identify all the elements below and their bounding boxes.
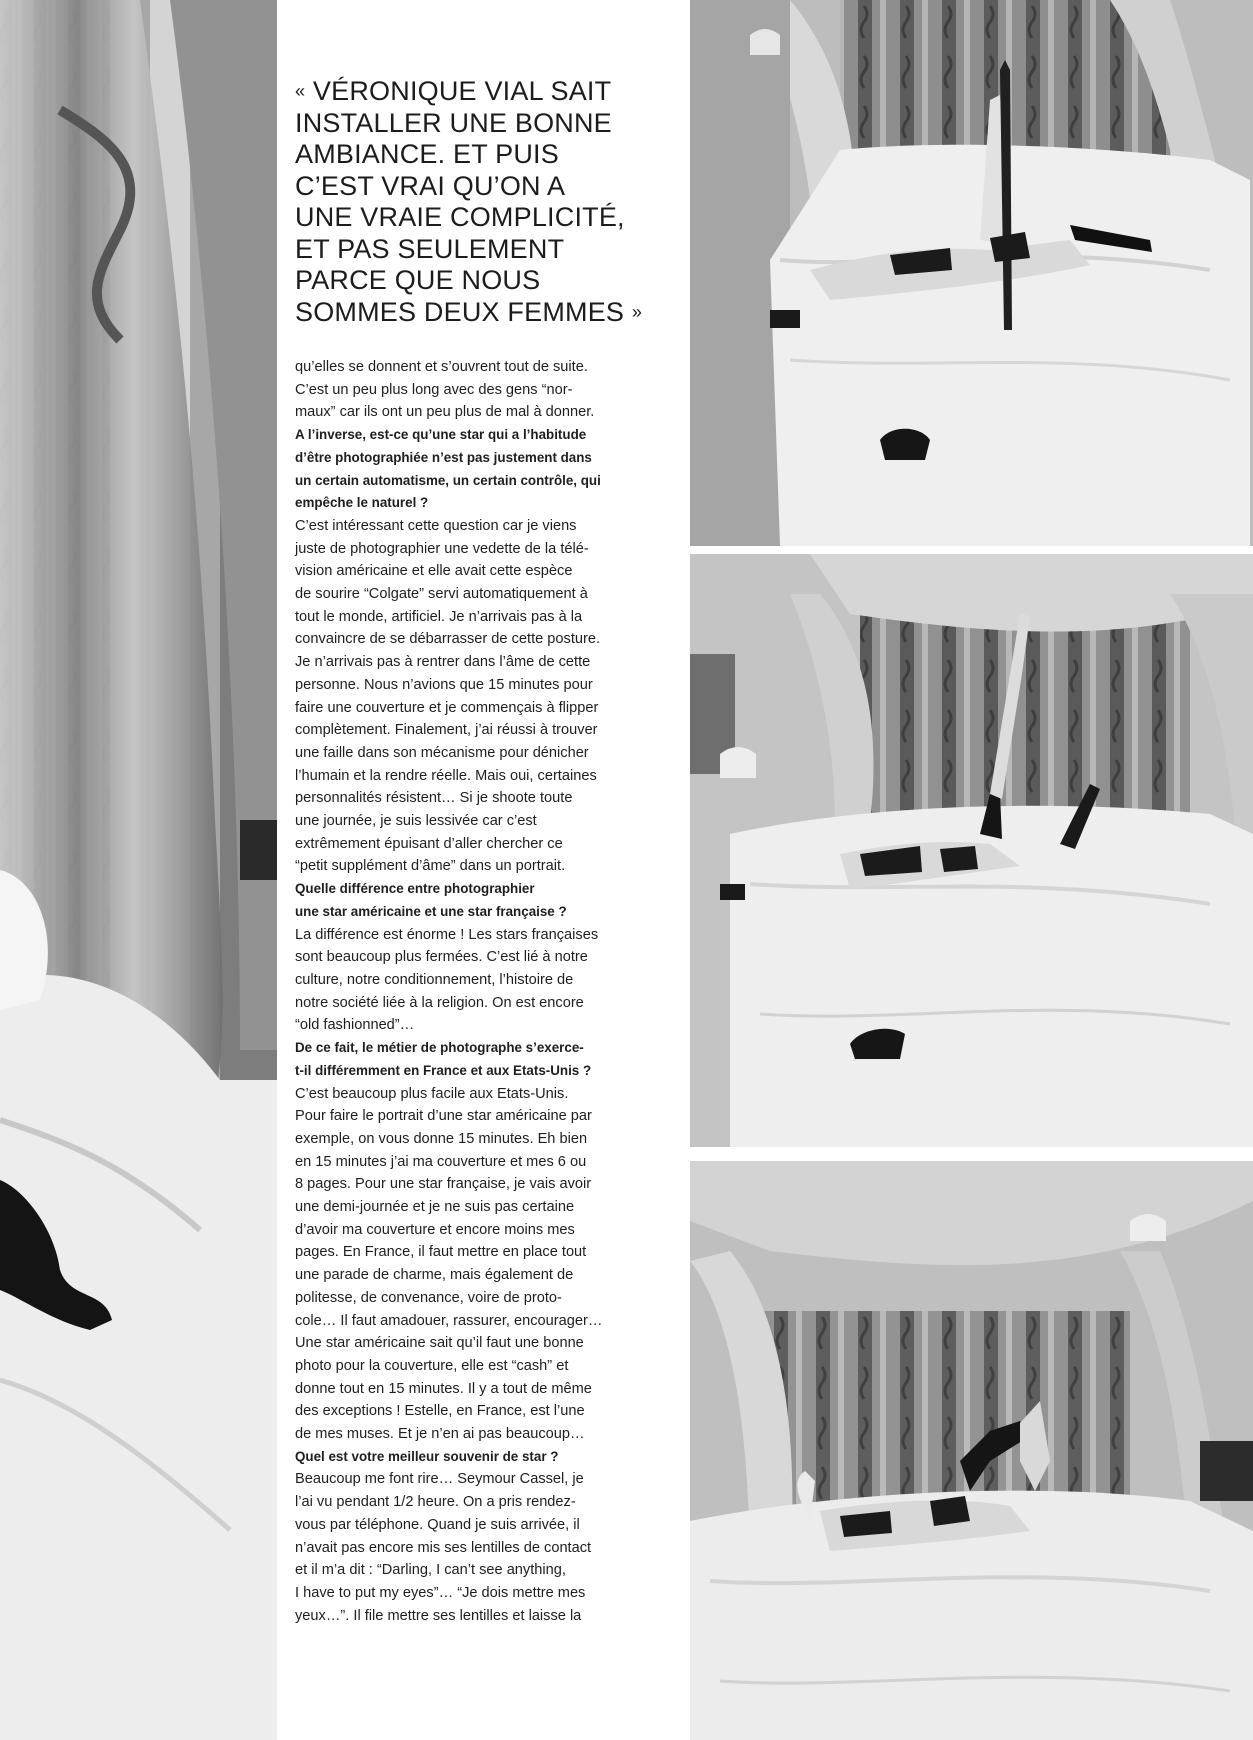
interview-answer-line: une demi-journée et je ne suis pas certaine bbox=[295, 1199, 575, 1216]
pull-quote-text: UNE VRAIE COMPLICITÉ, bbox=[295, 202, 625, 232]
pull-quote-text: INSTALLER UNE BONNE bbox=[295, 107, 612, 138]
interview-answer-line: Pour faire le portrait d’une star américaine par bbox=[295, 1108, 592, 1125]
interview-answer-line: n’avait pas encore mis ses lentilles de contact bbox=[295, 1539, 592, 1556]
interview-answer-line: yeux…”. Il file mettre ses lentilles et laisse la bbox=[295, 1607, 582, 1624]
pull-quote-text: SOMMES DEUX FEMMES bbox=[295, 296, 625, 327]
pull-quote-line bbox=[295, 76, 685, 108]
interview-answer-line: convaincre de se débarrasser de cette posture. bbox=[295, 631, 601, 648]
pull-quote-line bbox=[295, 202, 685, 234]
interview-answer-line: qu’elles se donnent et s’ouvrent tout de suite. bbox=[295, 359, 588, 375]
interview-question-line: d’être photographiée n’est pas justement dans bbox=[295, 449, 592, 465]
interview-answer-line: C’est beaucoup plus facile aux Etats-Unis. bbox=[295, 1085, 569, 1102]
bed-photo-middle bbox=[690, 554, 1253, 1147]
interview-answer-line: donne tout en 15 minutes. Il y a tout de même bbox=[295, 1380, 592, 1397]
interview-answer-line: politesse, de convenance, voire de proto- bbox=[295, 1289, 562, 1306]
interview-answer-line: culture, notre conditionnement, l’histoire de bbox=[295, 971, 574, 988]
interview-answer-line: C’est intéressant cette question car je viens bbox=[295, 517, 577, 534]
pull-quote-close-mark: » bbox=[631, 301, 643, 322]
interview-answer-line: exemple, on vous donne 15 minutes. Eh bien bbox=[295, 1130, 588, 1147]
left-photo-illustration bbox=[0, 0, 277, 1740]
interview-answer-line: La différence est énorme ! Les stars françaises bbox=[295, 926, 599, 943]
interview-answer-line: “old fashionned”… bbox=[295, 1017, 415, 1034]
interview-answer-line: tout le monde, artificiel. Je n’arrivais pas à la bbox=[295, 608, 583, 625]
interview-answer-line: juste de photographier une vedette de la télé- bbox=[295, 540, 589, 557]
interview-answer-line: une journée, je suis lessivée car c’est bbox=[295, 813, 537, 830]
interview-answer-line: des exceptions ! Estelle, en France, est l’une bbox=[295, 1403, 585, 1420]
bed-photo-top bbox=[690, 0, 1253, 546]
interview-answer-line: l’humain et la rendre réelle. Mais oui, certaines bbox=[295, 767, 597, 784]
interview-question-line: une star américaine et une star française ? bbox=[295, 903, 567, 919]
pull-quote-text: AMBIANCE. ET PUIS bbox=[295, 139, 559, 169]
interview-body bbox=[295, 356, 667, 1627]
interview-answer-line: 8 pages. Pour une star française, je vais avoir bbox=[295, 1176, 592, 1193]
interview-question-line: empêche le naturel ? bbox=[295, 495, 429, 511]
bed-photo-top-illustration bbox=[690, 0, 1253, 546]
interview-answer-line: Une star américaine sait qu’il faut une bonne bbox=[295, 1335, 584, 1352]
bed-photo-bottom bbox=[690, 1161, 1253, 1740]
left-photo-bed-canopy bbox=[0, 0, 277, 1740]
interview-question-line: Quel est votre meilleur souvenir de star ? bbox=[295, 1448, 559, 1464]
interview-answer-line: de sourire “Colgate” servi automatiquement à bbox=[295, 586, 588, 603]
interview-answer-line: Beaucoup me font rire… Seymour Cassel, je bbox=[295, 1471, 584, 1488]
interview-question-line: A l’inverse, est-ce qu’une star qui a l’habitude bbox=[295, 427, 587, 443]
pull-quote-line bbox=[295, 108, 685, 140]
interview-answer-line: photo pour la couverture, elle est “cash” et bbox=[295, 1357, 569, 1374]
interview-question-line: De ce fait, le métier de photographe s’exerce- bbox=[295, 1040, 584, 1056]
pull-quote-text: ET PAS SEULEMENT bbox=[295, 233, 565, 264]
article-column bbox=[277, 0, 690, 1740]
bed-photo-bottom-illustration bbox=[690, 1161, 1253, 1740]
interview-answer-line: “petit supplément d’âme” dans un portrait. bbox=[295, 858, 566, 875]
pull-quote bbox=[295, 76, 685, 328]
interview-question-line: un certain automatisme, un certain contrôle, qui bbox=[295, 472, 601, 488]
interview-answer-line: Je n’arrivais pas à rentrer dans l’âme de cette bbox=[295, 654, 591, 671]
interview-answer-line: une faille dans son mécanisme pour dénicher bbox=[295, 744, 589, 761]
pull-quote-open-mark: « bbox=[295, 81, 306, 101]
bed-photo-middle-illustration bbox=[690, 554, 1253, 1147]
interview-answer-line: cole… Il faut amadouer, rassurer, encourager… bbox=[295, 1312, 603, 1329]
interview-answer-line: et il m’a dit : “Darling, I can’t see anything, bbox=[295, 1562, 566, 1579]
interview-answer-line: C’est un peu plus long avec des gens “nor- bbox=[295, 381, 573, 398]
pull-quote-text: PARCE QUE NOUS bbox=[295, 265, 541, 295]
interview-answer-line: complètement. Finalement, j’ai réussi à trouver bbox=[295, 722, 598, 739]
pull-quote-line bbox=[295, 139, 685, 171]
interview-answer-line: extrêmement épuisant d’aller chercher ce bbox=[295, 835, 563, 852]
pull-quote-text: C’EST VRAI QU’ON A bbox=[295, 170, 566, 201]
interview-answer-line: vision américaine et elle avait cette espèce bbox=[295, 563, 573, 580]
interview-question-line: t-il différemment en France et aux Etats-Unis ? bbox=[295, 1062, 592, 1078]
pull-quote-line bbox=[295, 297, 685, 329]
pull-quote-text: VÉRONIQUE VIAL SAIT bbox=[312, 76, 612, 106]
interview-answer-line: notre société liée à la religion. On est encore bbox=[295, 994, 584, 1011]
pull-quote-line bbox=[295, 234, 685, 266]
interview-answer-line: d’avoir ma couverture et encore moins mes bbox=[295, 1221, 575, 1238]
interview-answer-line: pages. En France, il faut mettre en place tout bbox=[295, 1244, 587, 1261]
interview-answer-line: I have to put my eyes”… “Je dois mettre mes bbox=[295, 1584, 586, 1601]
interview-answer-line: maux” car ils ont un peu plus de mal à donner. bbox=[295, 404, 595, 421]
interview-answer-line: une parade de charme, mais également de bbox=[295, 1267, 574, 1284]
pull-quote-line bbox=[295, 171, 685, 203]
interview-answer-line: personne. Nous n’avions que 15 minutes pour bbox=[295, 676, 593, 693]
interview-question-line: Quelle différence entre photographier bbox=[295, 881, 535, 897]
interview-answer-line: vous par téléphone. Quand je suis arrivée, il bbox=[295, 1516, 580, 1533]
interview-answer-line: l’ai vu pendant 1/2 heure. On a pris rendez- bbox=[295, 1494, 576, 1511]
interview-answer-line: sont beaucoup plus fermées. C’est lié à notre bbox=[295, 949, 588, 966]
interview-answer-line: personnalités résistent… Si je shoote toute bbox=[295, 790, 573, 807]
interview-answer-line: en 15 minutes j’ai ma couverture et mes 6 ou bbox=[295, 1153, 587, 1170]
interview-answer-line: faire une couverture et je commençais à flipper bbox=[295, 699, 599, 716]
interview-answer-line: de mes muses. Et je n’en ai pas beaucoup… bbox=[295, 1426, 585, 1443]
pull-quote-line bbox=[295, 265, 685, 297]
